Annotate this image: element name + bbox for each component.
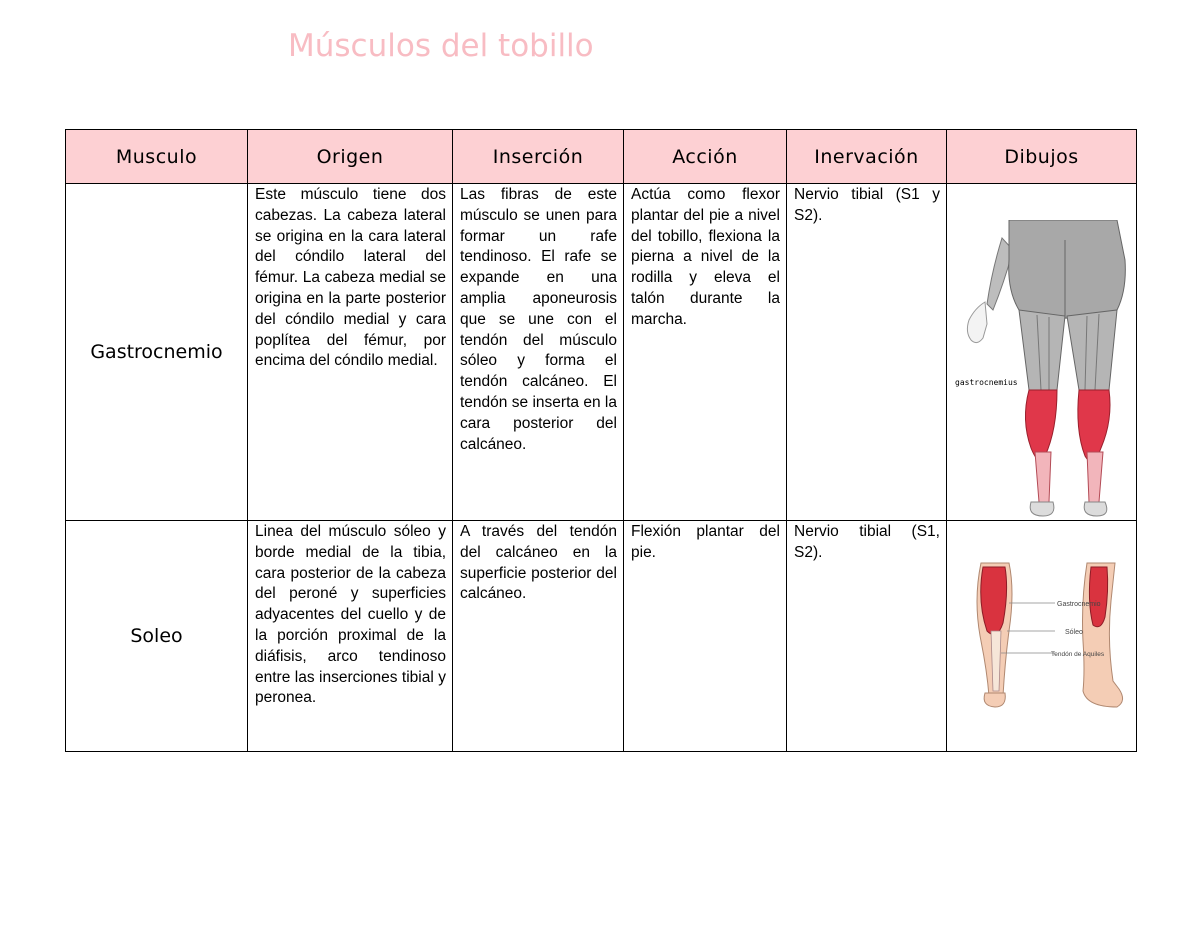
cell-insercion: Las fibras de este músculo se unen para formar un rafe tendinoso. El rafe se expande en una amplia aponeurosis que se une con el tendón del músculo sóleo y forma el tendón calcáneo. El tendón se inserta en la cara posterior del calcáneo. xyxy=(453,184,624,521)
table-header-row xyxy=(66,130,1137,184)
cell-accion: Actúa como flexor plantar del pie a nivel del tobillo, flexiona la pierna a nivel de la rodilla y eleva el talón durante la marcha. xyxy=(624,184,787,521)
gastrocnemius-label: gastrocnemius xyxy=(955,378,1018,387)
cell-dibujo xyxy=(947,184,1137,521)
label-soleo: Sóleo xyxy=(1065,629,1083,636)
cell-accion: Flexión plantar del pie. xyxy=(624,521,787,752)
header-musculo: Musculo xyxy=(66,130,248,184)
header-origen: Origen xyxy=(248,130,453,184)
header-accion: Acción xyxy=(624,130,787,184)
soleus-illustration-icon xyxy=(947,561,1137,711)
muscle-name: Soleo xyxy=(66,521,248,752)
gastrocnemius-illustration-icon xyxy=(947,220,1137,520)
header-insercion: Inserción xyxy=(453,130,624,184)
cell-insercion: A través del tendón del calcáneo en la superficie posterior del calcáneo. xyxy=(453,521,624,752)
page-title: Músculos del tobillo xyxy=(288,28,594,64)
cell-inervacion: Nervio tibial (S1, S2). xyxy=(787,521,947,752)
table-row xyxy=(66,184,1137,521)
cell-origen: Linea del músculo sóleo y borde medial de la tibia, cara posterior de la cabeza del peroné y superficies adyacentes del cuello y de la porción proximal de la diáfisis, arco tendinoso entre las inserciones tibial y peronea. xyxy=(248,521,453,752)
header-inervacion: Inervación xyxy=(787,130,947,184)
label-tendon-aquiles: Tendón de Aquiles xyxy=(1051,651,1105,658)
cell-inervacion: Nervio tibial (S1 y S2). xyxy=(787,184,947,521)
muscle-name: Gastrocnemio xyxy=(66,184,248,521)
header-dibujos: Dibujos xyxy=(947,130,1137,184)
cell-dibujo xyxy=(947,521,1137,752)
label-gastrocnemio: Gastrocnemio xyxy=(1057,601,1101,608)
table-row xyxy=(66,521,1137,752)
cell-origen: Este músculo tiene dos cabezas. La cabeza lateral se origina en la cara lateral del cóndilo lateral del fémur. La cabeza medial se origina en la parte posterior del cóndilo medial y cara poplítea del fémur, por encima del cóndilo medial. xyxy=(248,184,453,521)
muscle-table xyxy=(65,129,1137,752)
